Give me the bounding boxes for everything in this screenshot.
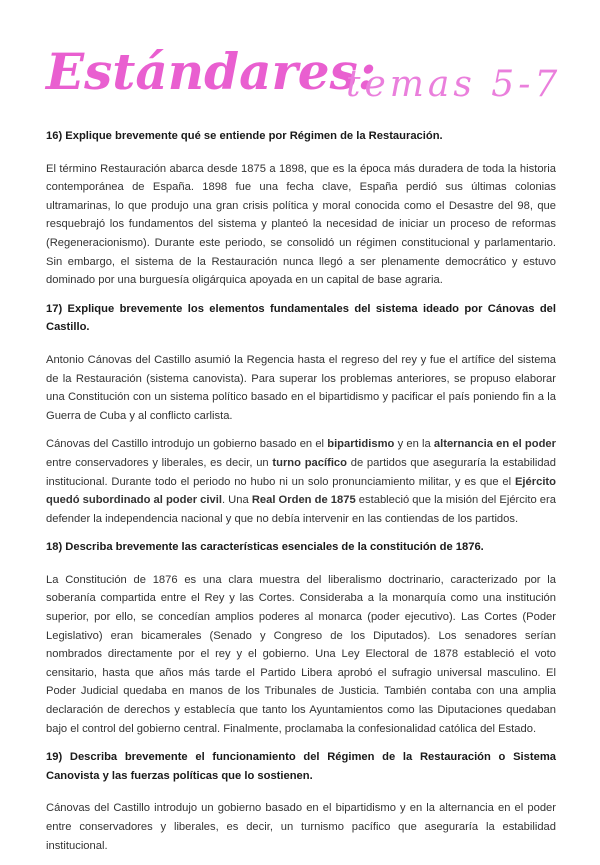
answer-19-paragraph: Cánovas del Castillo introdujo un gobierno basado en el bipartidismo y en la alternancia en el poder entre conservadores y liberales, es decir, un turnismo pacífico que aseguraría la estabilidad institucional. [46, 802, 556, 852]
page-title: Estándares: [46, 42, 377, 101]
text-run: de partidos que aseguraría la estabilidad institucional. Durante todo el periodo no hubo ni un solo pronunciamiento militar, y es que el [46, 456, 556, 488]
question-16: 16) Explique brevemente qué se entiende por Régimen de la Restauración. [46, 130, 443, 142]
text-run: y en la [394, 438, 434, 451]
answer-17-paragraph-1: Antonio Cánovas del Castillo asumió la Regencia hasta el regreso del rey y fue el artífice del sistema de la Restauración (sistema canovista). Para superar los problemas anteriores, se propuso elaborar una Constitución con un sistema político basado en el bipartidismo y pacificar el país poniendo fin a la Guerra de Cuba y al conflicto carlista. [46, 353, 556, 422]
answer-18-paragraph: La Constitución de 1876 es una clara muestra del liberalismo doctrinario, caracterizado por la soberanía compartida entre el Rey y las Cortes. Consideraba a la monarquía como una institución superior, por ello, se concedían amplios poderes al monarca (poder ejecutivo). Las Cortes (Poder Legislativo) eran bicamerales (Senado y Congreso de los Diputados). Los senadores serían nombrados directamente por el rey y el gobierno. Una Ley Electoral de 1878 estableció el voto censitario, hasta que años más tarde el Partido Libera aprobó el sufragio universal masculino. El Poder Judicial quedaba en manos de los Tribunales de Justicia. También contaba con una amplia declaración de derechos y establecía que tanto los Ayuntamientos como las Diputaciones quedaban bajo el control del gobierno central. Finalmente, proclamaba la confesionalidad católica del Estado. [46, 573, 556, 735]
highlight-bipartidismo: bipartidismo [327, 438, 395, 451]
highlight-ejercito: Ejército quedó subordinado al poder civil [46, 475, 556, 507]
answer-17-paragraph-2 [46, 435, 556, 528]
text-run: estableció que la misión del Ejército era defender la independencia nacional y que no debía intervenir en las contiendas de los partidos. [46, 494, 556, 525]
question-18: 18) Describa brevemente las características esenciales de la constitución de 1876. [46, 541, 484, 554]
question-19: 19) Describa brevemente el funcionamiento del Régimen de la Restauración o Sistema Canovista y las fuerzas políticas que lo sostienen. [46, 751, 556, 782]
highlight-real-orden: Real Orden de 1875 [251, 494, 356, 507]
highlight-turno-pacifico: turno pacífico [272, 456, 347, 469]
text-run: entre conservadores y liberales, es decir, un [46, 456, 273, 469]
page-subtitle: temas 5-7 [346, 64, 562, 105]
answer-16-paragraph: El término Restauración abarca desde 1875 a 1898, que es la época más duradera de toda la historia contemporánea de España. 1898 fue una fecha clave, España perdió sus últimas colonias ultramarinas, lo que produjo una gran crisis política y moral conocida como el Desastre del 98, que resquebrajó los fundamentos del sistema y planteó la necesidad de iniciar un proceso de reformas (Regeneracionismo). Durante este periodo, se consolidó un régimen constitucional y parlamentario. Sin embargo, el sistema de la Restauración nunca llegó a ser plenamente democrático y estuvo dominado por una burguesía oligárquica apoyada en un capital de base agraria. [46, 162, 556, 287]
highlight-alternancia: alternancia en el poder [433, 438, 556, 451]
document-body [46, 127, 556, 865]
text-run: . Una [221, 494, 252, 507]
page-header [46, 42, 566, 112]
question-17: 17) Explique brevemente los elementos fundamentales del sistema ideado por Cánovas del Castillo. [46, 302, 556, 334]
text-run: Cánovas del Castillo introdujo un gobierno basado en el [46, 438, 328, 451]
